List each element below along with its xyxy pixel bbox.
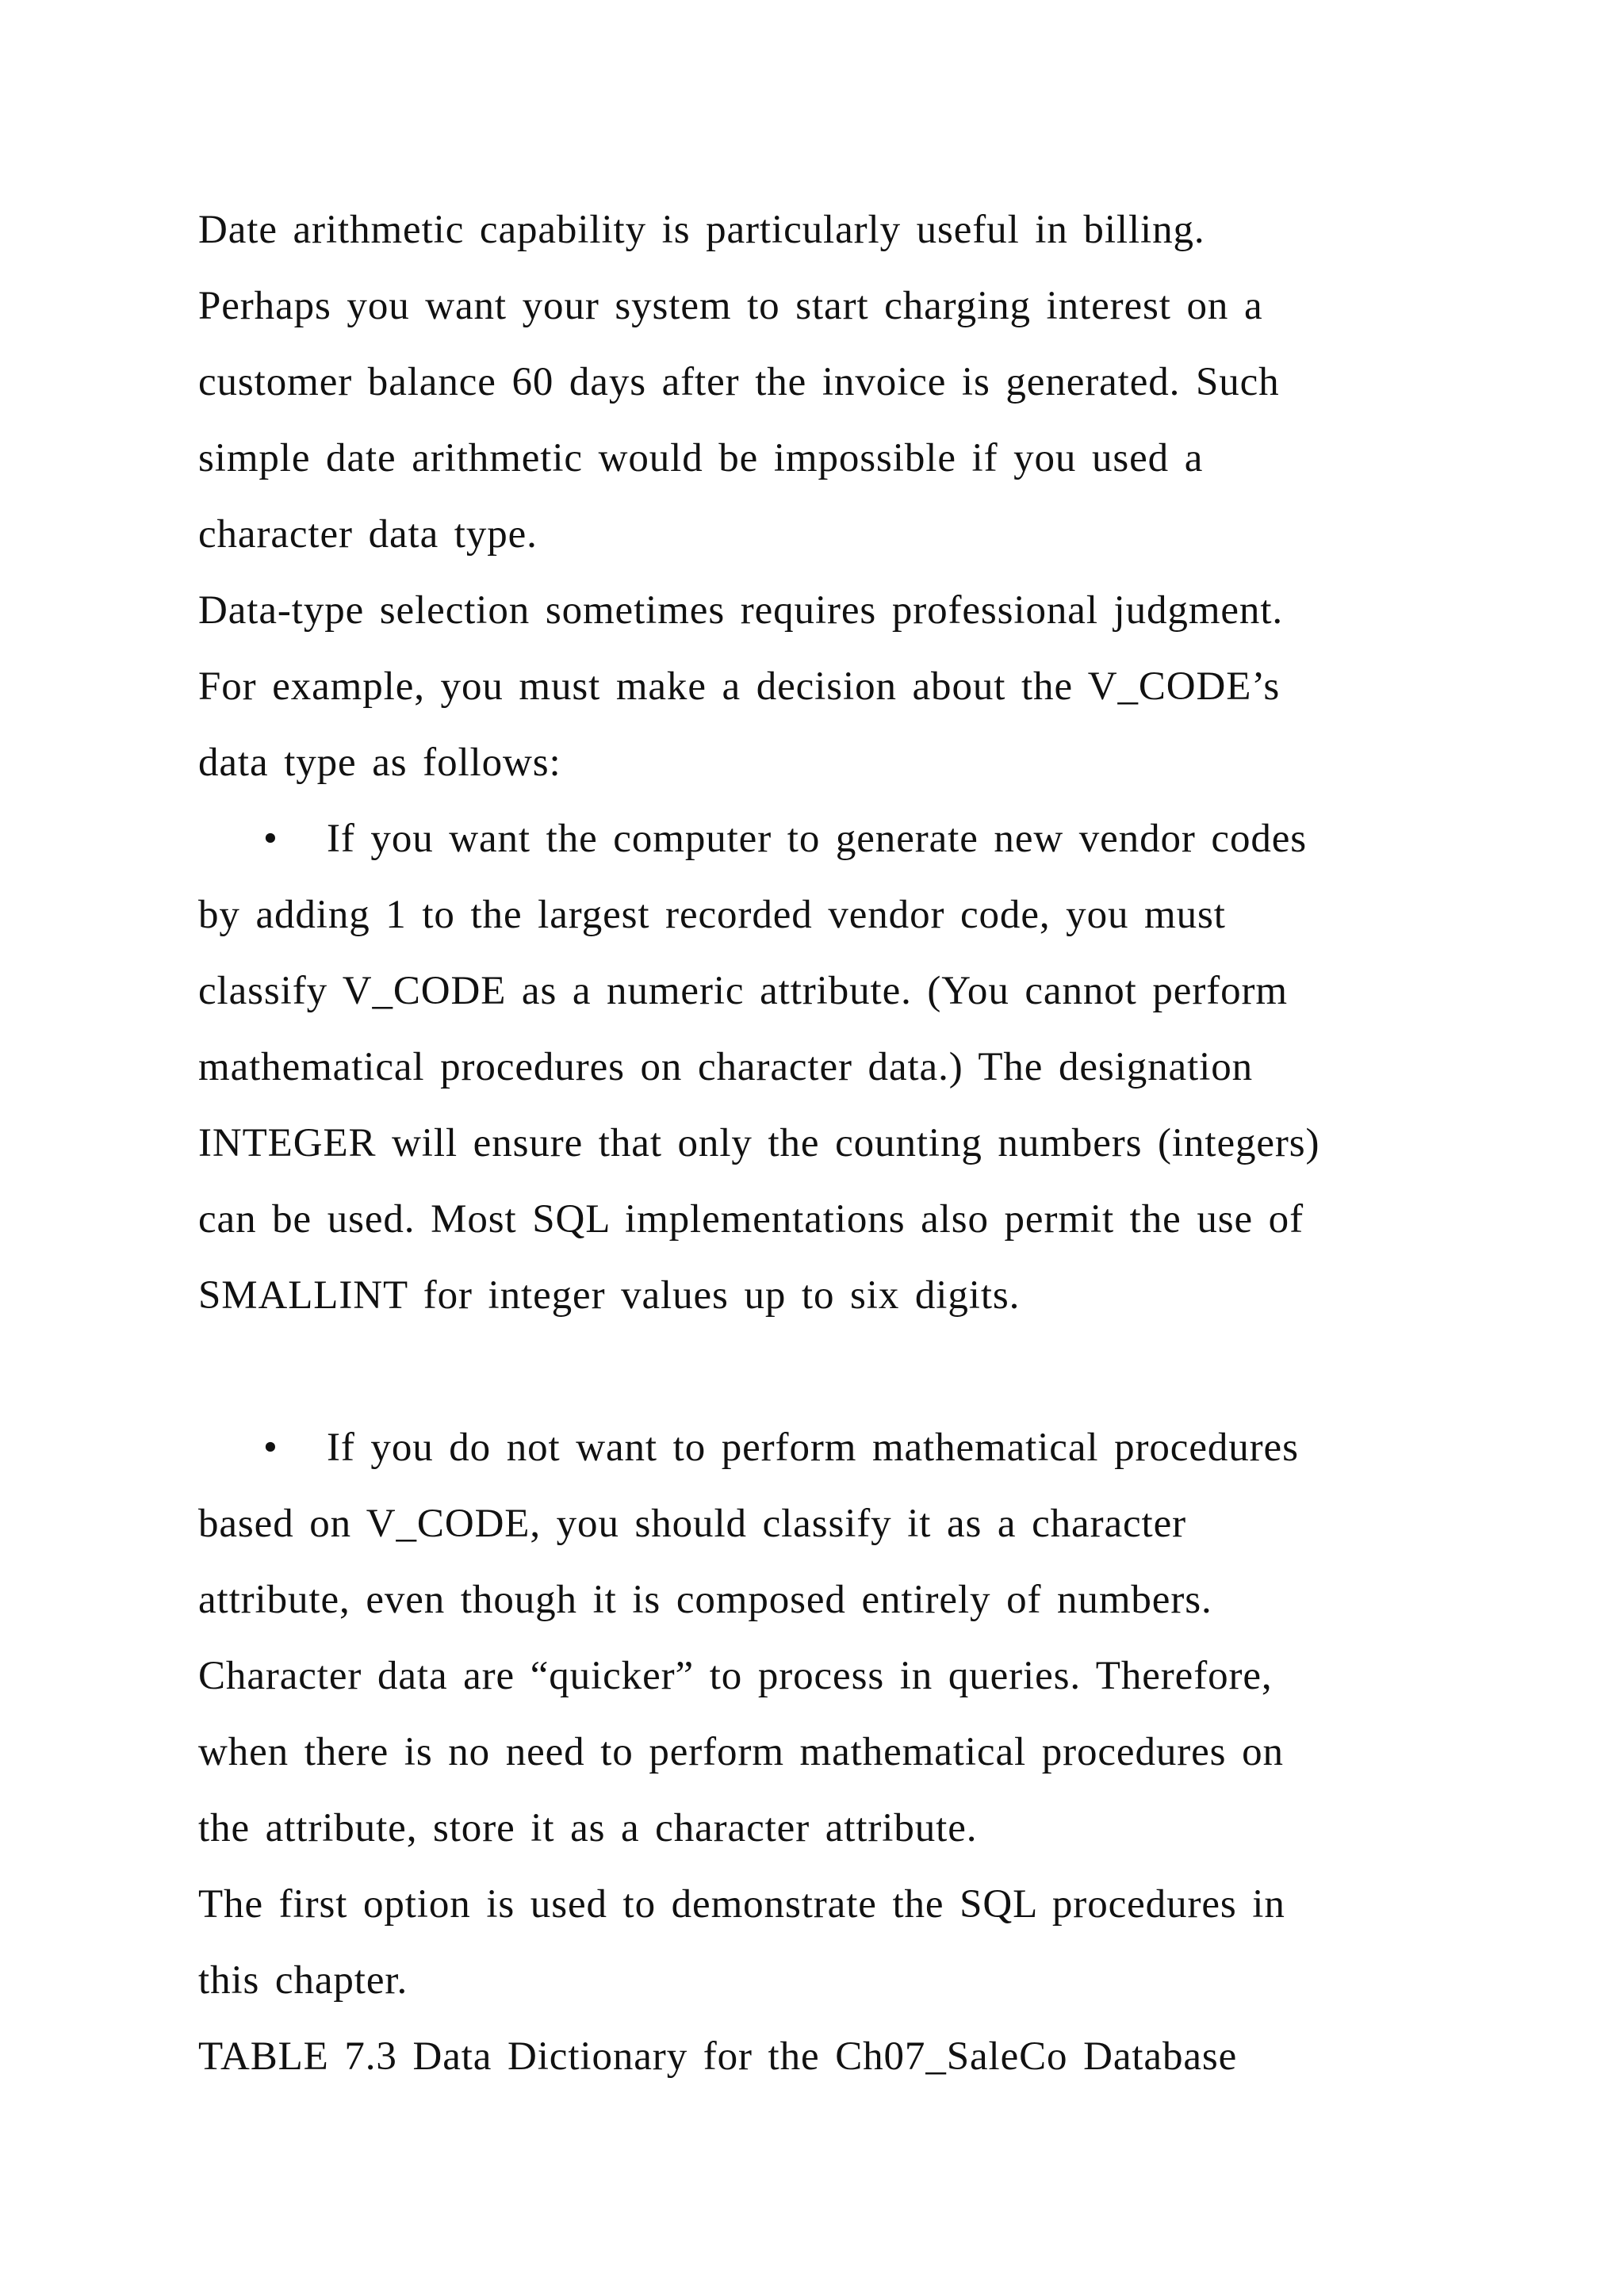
text-line: customer balance 60 days after the invoice is generated. Such — [198, 360, 1280, 404]
bullet-first-line — [198, 801, 1483, 877]
text-line: If you want the computer to generate new vendor codes — [327, 817, 1308, 861]
text-line: The first option is used to demonstrate the SQL procedures in — [198, 1882, 1285, 1927]
text-line: If you do not want to perform mathematical procedures — [327, 1425, 1299, 1470]
text-line: character data type. — [198, 512, 538, 557]
bullet-item-character-attribute — [198, 1410, 1483, 1866]
bullet-item-numeric-attribute — [198, 801, 1483, 1334]
text-line: SMALLINT for integer values up to six digits. — [198, 1273, 1021, 1318]
paragraph-date-arithmetic — [198, 192, 1483, 572]
text-line: by adding 1 to the largest recorded vendor code, you must — [198, 893, 1226, 937]
text-line: this chapter. — [198, 1958, 408, 2003]
bullet-marker: • — [263, 1425, 278, 1470]
blank-line — [198, 1334, 1483, 1410]
text-line: INTEGER will ensure that only the counting numbers (integers) — [198, 1121, 1320, 1165]
text-line: Perhaps you want your system to start charging interest on a — [198, 284, 1263, 328]
text-line: Date arithmetic capability is particularly useful in billing. — [198, 208, 1205, 252]
table-caption: TABLE 7.3 Data Dictionary for the Ch07_SaleCo Database — [198, 2034, 1238, 2079]
text-line: Data-type selection sometimes requires professional judgment. — [198, 588, 1284, 633]
text-line: based on V_CODE, you should classify it as a character — [198, 1502, 1187, 1546]
text-line: simple date arithmetic would be impossible if you used a — [198, 436, 1204, 480]
text-line: can be used. Most SQL implementations also permit the use of — [198, 1197, 1304, 1242]
text-line: data type as follows: — [198, 740, 561, 785]
document-body — [198, 192, 1483, 2095]
text-line: classify V_CODE as a numeric attribute. (You cannot perform — [198, 969, 1288, 1013]
bullet-first-line — [198, 1410, 1483, 1486]
paragraph-data-type-selection — [198, 572, 1483, 801]
text-line: mathematical procedures on character data.) The designation — [198, 1045, 1254, 1089]
text-line: attribute, even though it is composed entirely of numbers. — [198, 1578, 1212, 1622]
text-line: the attribute, store it as a character attribute. — [198, 1806, 978, 1850]
bullet-marker: • — [263, 817, 278, 861]
text-line: Character data are “quicker” to process in queries. Therefore, — [198, 1654, 1273, 1698]
text-line: when there is no need to perform mathematical procedures on — [198, 1730, 1284, 1774]
paragraph-first-option — [198, 1866, 1483, 2019]
text-line: For example, you must make a decision about the V_CODE’s — [198, 664, 1281, 709]
